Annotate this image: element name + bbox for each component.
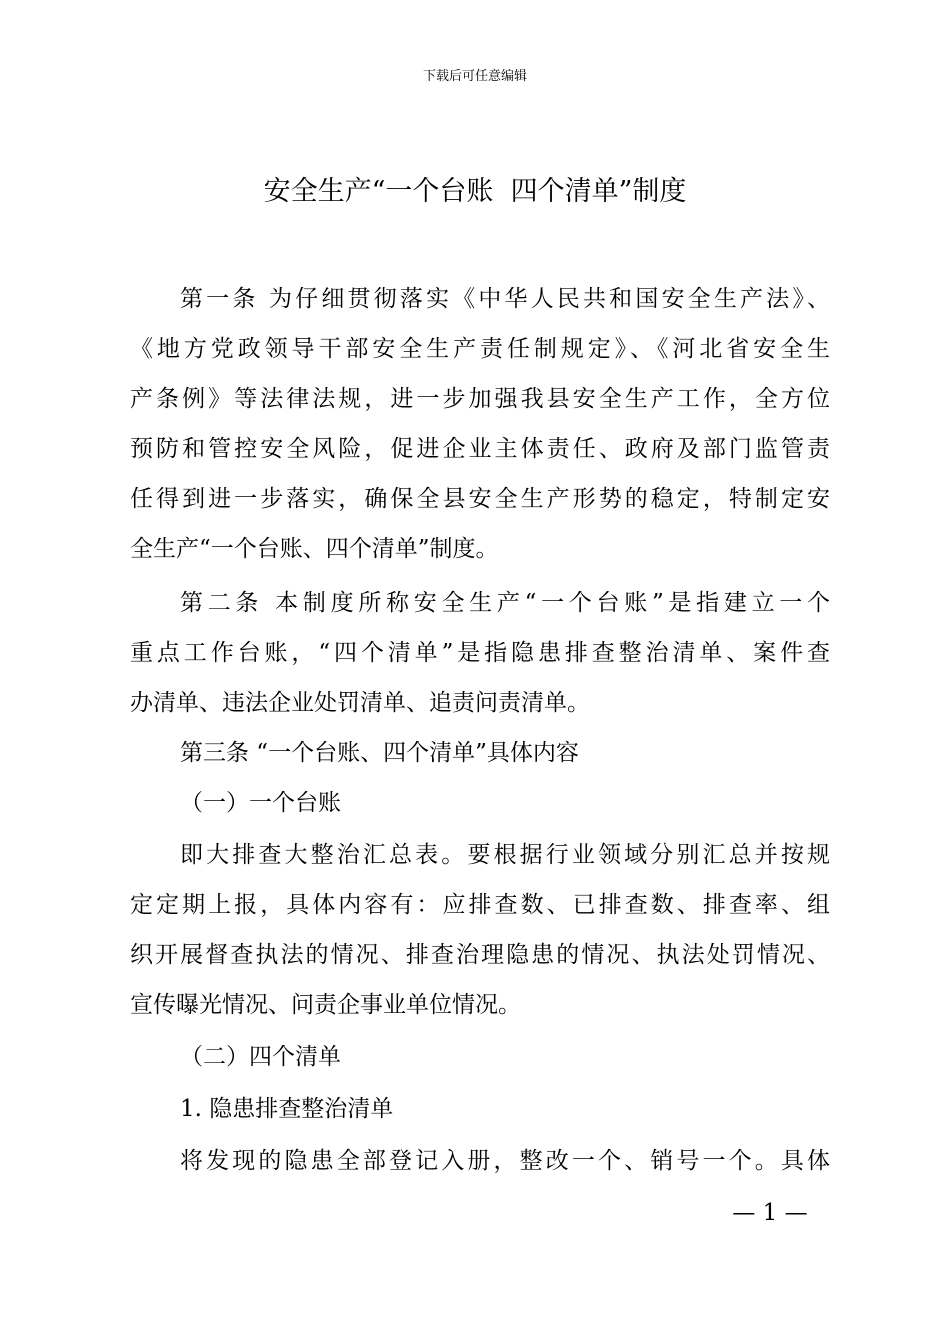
body-line: 即大排查大整治汇总表。要根据行业领域分别汇总并按规 bbox=[180, 842, 830, 868]
body-line-article-2: 第二条 本制度所称安全生产“一个台账”是指建立一个 bbox=[180, 590, 830, 616]
body-line: 任得到进一步落实，确保全县安全生产形势的稳定，特制定安 bbox=[130, 486, 830, 512]
body-line: 预防和管控安全风险，促进企业主体责任、政府及部门监管责 bbox=[130, 436, 830, 462]
body-line: 办清单、违法企业处罚清单、追责问责清单。 bbox=[130, 690, 590, 716]
body-line: 重点工作台账，“四个清单”是指隐患排查整治清单、案件查 bbox=[130, 640, 830, 666]
section-heading-lists: （二）四个清单 bbox=[180, 1044, 341, 1070]
body-line: 织开展督查执法的情况、排查治理隐患的情况、执法处罚情况、 bbox=[130, 942, 830, 968]
header-note: 下载后可任意编辑 bbox=[422, 69, 527, 84]
body-line: 《地方党政领导干部安全生产责任制规定》、《河北省安全生 bbox=[130, 336, 830, 362]
body-line: 将发现的隐患全部登记入册，整改一个、销号一个。具体 bbox=[180, 1148, 830, 1174]
document-title: 安全生产“一个台账 四个清单”制度 bbox=[263, 176, 687, 207]
page-number: — 1 — bbox=[732, 1200, 808, 1226]
body-line-article-3: 第三条 “一个台账、四个清单”具体内容 bbox=[180, 740, 579, 766]
body-line: 定定期上报，具体内容有：应排查数、已排查数、排查率、组 bbox=[130, 892, 830, 918]
body-line-article-1: 第一条 为仔细贯彻落实《中华人民共和国安全生产法》、 bbox=[180, 286, 830, 312]
body-line: 产条例》等法律法规，进一步加强我县安全生产工作，全方位 bbox=[130, 386, 830, 412]
body-line: 全生产“一个台账、四个清单”制度。 bbox=[130, 536, 499, 562]
subsection-heading: 1. 隐患排查整治清单 bbox=[180, 1096, 394, 1122]
section-heading-ledger: （一）一个台账 bbox=[180, 790, 341, 816]
body-line: 宣传曝光情况、问责企事业单位情况。 bbox=[130, 992, 521, 1018]
